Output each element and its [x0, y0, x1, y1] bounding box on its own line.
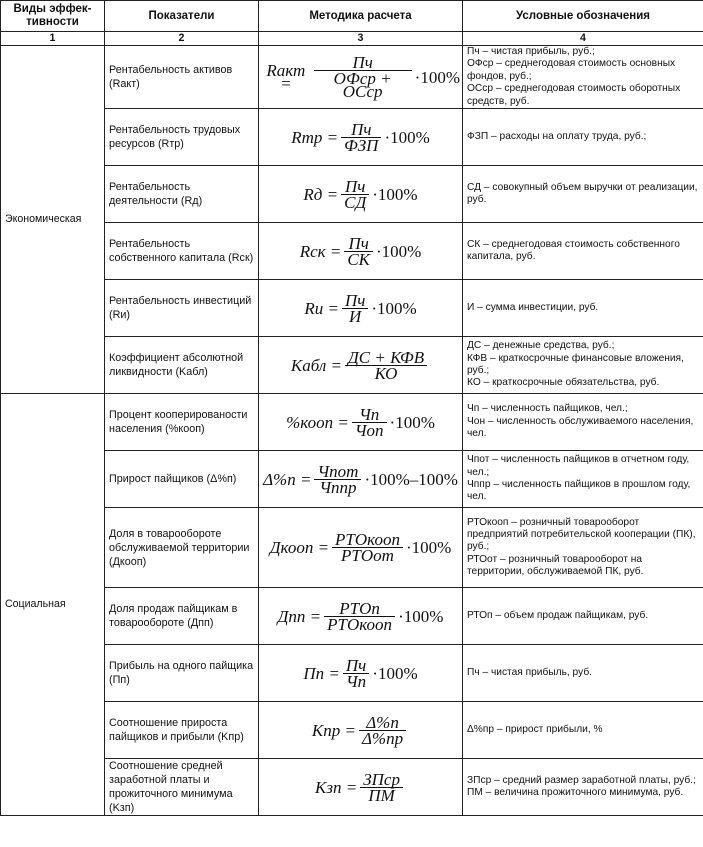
symbols-cell: РТОп – объем продаж пайщикам, руб. — [463, 588, 703, 645]
formula-denominator: ОФср + ОСср — [333, 69, 392, 102]
indicator-cell: Процент кооперированости населения (%кооп) — [105, 394, 259, 451]
symbols-cell: Пч – чистая прибыль, руб. — [463, 645, 703, 702]
formula-denominator: РТОкооп — [327, 614, 393, 634]
symbols-cell: Пч – чистая прибыль, руб.; ОФср – среднегодовая стоимость основных фондов, руб.; ОСср – среднегодовая стоимость оборотных средств, руб. — [463, 46, 703, 109]
header-symbols: Условные обозначения — [463, 1, 703, 32]
formula-fraction — [324, 598, 395, 634]
symbols-cell: ФЗП – расходы на оплату труда, руб.; — [463, 109, 703, 166]
formula-lhs: Kзп = — [315, 777, 358, 797]
symbols-cell: Чпот – численность пайщиков в отчетном году, чел.; Чппр – численность пайщиков в прошлом году, чел. — [463, 451, 703, 508]
formula-numerator: Чпот — [314, 465, 361, 480]
formula-denominator: СК — [347, 249, 370, 269]
formula-cell — [259, 280, 463, 337]
formula-tail: ·100% — [372, 663, 418, 683]
formula-numerator: ДС + КФВ — [345, 351, 427, 366]
indicator-cell: Рентабельность собственного капитала (Rск) — [105, 223, 259, 280]
formula-numerator: Пч — [344, 237, 373, 252]
formula-tail: ·100% — [389, 412, 435, 432]
formula-denominator: ПМ — [368, 785, 395, 805]
formula-lhs: Rтр = — [291, 127, 339, 147]
symbols-cell: РТОкооп – розничный товарооборот предприятий потребительской кооперации (ПК), руб.; РТОот – розничный товарооборот на территории, обслуживаемой ПК, руб. — [463, 508, 703, 588]
indicator-cell: Соотношение средней заработной платы и прожиточного минимума (Kзп) — [105, 759, 259, 816]
indicator-cell: Рентабельность инвестиций (Rи) — [105, 280, 259, 337]
formula-fraction — [341, 119, 381, 155]
table-row — [1, 588, 703, 645]
formula-tail: ·100% — [384, 127, 430, 147]
table-row — [1, 508, 703, 588]
formula-numerator: Пч — [341, 180, 369, 195]
formula-lhs: Rи = — [304, 298, 339, 318]
formula-tail: ·100% — [375, 241, 422, 261]
formula-numerator: ЗПср — [360, 773, 403, 788]
table-row — [1, 46, 703, 109]
formula-fraction — [344, 233, 373, 269]
formula-numerator: Δ%п — [359, 716, 406, 731]
formula-fraction — [359, 712, 406, 748]
formula-denominator: И — [348, 306, 362, 326]
formula-lhs: Пп = — [303, 663, 340, 683]
formula-cell — [259, 223, 463, 280]
formula-denominator: Δ%пр — [361, 728, 404, 748]
formula-fraction — [341, 176, 369, 212]
header-method: Методика расчета — [259, 1, 463, 32]
formula-cell — [259, 166, 463, 223]
col-number: 2 — [105, 32, 259, 46]
table-row — [1, 337, 703, 394]
formula-numerator: Пч — [342, 294, 368, 309]
symbols-cell: ЗПср – средний размер заработной платы, руб.; ПМ – величина прожиточного минимума, руб. — [463, 759, 703, 816]
formula-tail: ·100% — [372, 184, 418, 204]
indicator-cell: Рентабельность активов (Rакт) — [105, 46, 259, 109]
symbols-cell: СД – совокупный объем выручки от реализации, руб. — [463, 166, 703, 223]
formula-denominator: КО — [374, 363, 398, 383]
formula-cell — [259, 702, 463, 759]
group-economic: Экономическая — [1, 46, 105, 394]
table-row — [1, 759, 703, 816]
table-row — [1, 280, 703, 337]
formula-lhs: Rск = — [299, 241, 342, 261]
col-number: 3 — [259, 32, 463, 46]
formula-cell — [259, 46, 463, 109]
table-row — [1, 394, 703, 451]
formula-denominator: СД — [344, 192, 367, 212]
formula-denominator: Чоп — [354, 420, 384, 440]
formula-numerator: Пч — [314, 56, 412, 71]
symbols-cell: Δ%пр – прирост прибыли, % — [463, 702, 703, 759]
formula-numerator: РТОп — [324, 602, 395, 617]
table-row — [1, 109, 703, 166]
formula-denominator: ФЗП — [344, 135, 379, 155]
table-row — [1, 451, 703, 508]
formula-lhs: Kпр = — [311, 720, 356, 740]
formula-fraction — [352, 404, 387, 440]
formula-tail: ·100%–100% — [364, 469, 458, 489]
formula-cell — [259, 394, 463, 451]
indicator-cell: Рентабельность деятельности (Rд) — [105, 166, 259, 223]
formula-fraction — [342, 290, 368, 326]
indicator-cell: Доля продаж пайщикам в товарообороте (Дпп) — [105, 588, 259, 645]
formula-lhs: Kабл = — [290, 355, 342, 375]
formula-cell — [259, 508, 463, 588]
indicator-cell: Доля в товарообороте обслуживаемой территории (Дкооп) — [105, 508, 259, 588]
table-row — [1, 645, 703, 702]
col-number: 1 — [1, 32, 105, 46]
table-row — [1, 166, 703, 223]
formula-denominator: Чп — [345, 671, 367, 691]
formula-denominator: Чппр — [319, 477, 357, 497]
symbols-cell: Чп – численность пайщиков, чел.; Чон – численность обслуживаемого населения, чел. — [463, 394, 703, 451]
formula-cell — [259, 645, 463, 702]
formula-fraction — [343, 655, 369, 691]
formula-tail: ·100% — [398, 606, 444, 626]
formula-fraction — [360, 769, 403, 805]
formula-cell — [259, 451, 463, 508]
indicator-cell: Коэффициент абсолютной ликвидности (Kабл) — [105, 337, 259, 394]
formula-fraction — [314, 53, 412, 102]
symbols-cell: И – сумма инвестиции, руб. — [463, 280, 703, 337]
col-number: 4 — [463, 32, 703, 46]
formula-fraction — [314, 461, 361, 497]
formula-tail: ·100% — [414, 67, 460, 87]
header-indicator: Показатели — [105, 1, 259, 32]
formula-cell — [259, 337, 463, 394]
table-row — [1, 702, 703, 759]
formula-cell — [259, 588, 463, 645]
formula-tail: ·100% — [405, 538, 452, 558]
formula-fraction — [345, 347, 427, 383]
formula-tail: ·100% — [371, 298, 417, 318]
symbols-cell: ДС – денежные средства, руб.; КФВ – краткосрочные финансовые вложения, руб.; КО – краткосрочные обязательства, руб. — [463, 337, 703, 394]
formula-numerator: Чп — [352, 408, 387, 423]
formula-lhs: Дпп = — [277, 606, 322, 626]
formula-lhs: Дкооп = — [269, 538, 330, 558]
formula-cell — [259, 109, 463, 166]
formula-numerator: Пч — [343, 659, 369, 674]
indicator-cell: Прирост пайщиков (Δ%п) — [105, 451, 259, 508]
formula-fraction — [332, 530, 403, 566]
formula-lhs: Rд = — [303, 184, 339, 204]
indicator-cell: Прибыль на одного пайщика (Пп) — [105, 645, 259, 702]
formula-lhs: Rакт = — [266, 61, 306, 94]
table-row — [1, 223, 703, 280]
formula-numerator: РТОкооп — [332, 533, 403, 548]
formula-lhs: %кооп = — [286, 412, 349, 432]
formula-cell — [259, 759, 463, 816]
formula-numerator: Пч — [341, 123, 381, 138]
formula-denominator: РТОот — [341, 546, 394, 566]
group-social: Социальная — [1, 394, 105, 816]
formula-lhs: Δ%п = — [263, 469, 312, 489]
header-type: Виды эффек- тивности — [1, 1, 105, 32]
indicator-cell: Рентабельность трудовых ресурсов (Rтр) — [105, 109, 259, 166]
indicator-cell: Соотношение прироста пайщиков и прибыли (Kпр) — [105, 702, 259, 759]
symbols-cell: СК – среднегодовая стоимость собственного капитала, руб. — [463, 223, 703, 280]
